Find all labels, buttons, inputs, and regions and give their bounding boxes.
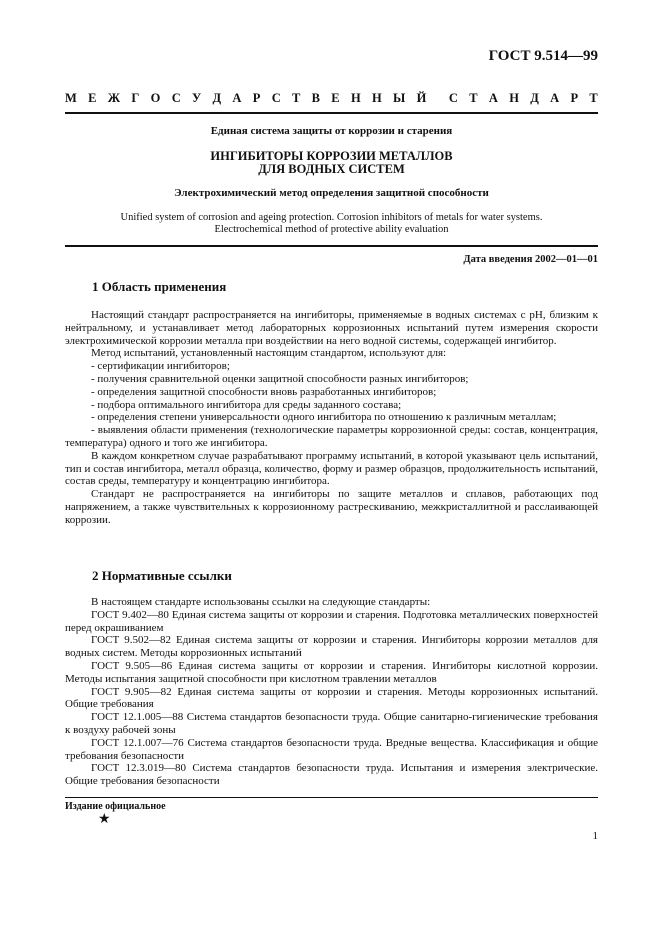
banner-letter: А [550, 91, 560, 105]
banner-letter: Д [530, 91, 539, 105]
banner-letter: Н [350, 91, 361, 105]
gost-code: ГОСТ 9.514—99 [488, 48, 598, 64]
banner-letter: Й [416, 91, 427, 105]
banner-letter: Т [469, 91, 478, 105]
banner-letter: Г [131, 91, 140, 105]
banner-letter: Е [88, 91, 97, 105]
section-2-heading: 2 Нормативные ссылки [92, 568, 232, 583]
banner-letter: Е [331, 91, 340, 105]
banner-letter: Н [371, 91, 382, 105]
header-rule-top [65, 112, 598, 114]
section-1-body [65, 309, 598, 527]
banner-letter: А [232, 91, 242, 105]
banner-letter: С [448, 91, 458, 105]
banner-letter: У [192, 91, 202, 105]
system-title: Единая система защиты от коррозии и старения [210, 125, 453, 137]
banner-letter: Д [212, 91, 222, 105]
english-title [65, 212, 598, 236]
list-item: - получения сравнительной оценки защитной способности разных ингибиторов; [91, 372, 469, 385]
title-line: ИНГИБИТОРЫ КОРРОЗИИ МЕТАЛЛОВ [210, 149, 453, 163]
list-item: - определения степени универсальности одного ингибитора по отношению к различным металлам; [91, 411, 557, 424]
reference-item: ГОСТ 12.1.005—88 Система стандартов безопасности труда. Общие санитарно-гигиенические требования к воздуху рабочей зоны [65, 711, 598, 736]
page-number: 1 [592, 830, 598, 842]
banner-letter: В [311, 91, 320, 105]
interstate-standard-banner [65, 91, 598, 106]
paragraph: Стандарт не распространяется на ингибиторы по защите металлов и сплавов, работающих под напряжением, а также чувствительных к коррозионному растрескиванию, межкристаллитной и расслаивающей коррозии. [65, 488, 598, 526]
english-title-line: Electrochemical method of protective ability evaluation [214, 224, 449, 235]
banner-letter: Н [509, 91, 519, 105]
banner-letter: А [488, 91, 498, 105]
paragraph: В каждом конкретном случае разрабатывают программу испытаний, в которой указывают цель испытаний, тип и состав ингибитора, металл образца, количество, форму и размер образцов, продолжительность испытаний, состав среды, температуру и концентрацию ингибитора. [65, 449, 598, 488]
reference-item: ГОСТ 9.905—82 Единая система защиты от коррозии и старения. Методы коррозионных испытаний. Общие требования [65, 685, 598, 711]
title-line: ДЛЯ ВОДНЫХ СИСТЕМ [258, 162, 405, 176]
title-rule-bottom [65, 245, 598, 247]
section-1-heading: 1 Область применения [92, 279, 227, 294]
list-item: - выявления области применения (технологические параметры коррозионной среды: состав, концентрация, температура) одного и того же ингибитора. [65, 424, 598, 449]
banner-letter: Т [292, 91, 301, 105]
reference-item: ГОСТ 9.505—86 Единая система защиты от коррозии и старения. Ингибиторы кислотной коррозии. Методы испытания защитной способности при кислотном травлении металлов [65, 659, 598, 685]
paragraph: Метод испытаний, установленный настоящим стандартом, используют для: [91, 347, 447, 360]
banner-letter: О [150, 91, 161, 105]
banner-letter: Р [570, 91, 579, 105]
reference-item: ГОСТ 9.402—80 Единая система защиты от коррозии и старения. Подготовка металлических поверхностей перед окрашиванием [65, 608, 598, 634]
english-title-line: Unified system of corrosion and ageing protection. Corrosion inhibitors of metals for water systems. [120, 212, 543, 223]
edition-label: Издание официальное [65, 801, 166, 812]
reference-item: ГОСТ 12.1.007—76 Система стандартов безопасности труда. Вредные вещества. Классификация и общие требования безопасности [65, 736, 598, 762]
star-icon: ★ [98, 812, 111, 827]
method-title: Электрохимический метод определения защитной способности [174, 187, 489, 199]
banner-letter: Р [252, 91, 261, 105]
section-2-body [65, 596, 598, 788]
paragraph: В настоящем стандарте использованы ссылки на следующие стандарты: [91, 596, 431, 608]
list-item: - сертификации ингибиторов; [91, 360, 230, 373]
banner-letter: Т [589, 91, 598, 105]
document-title [65, 150, 598, 176]
banner-letter: Ж [107, 91, 121, 105]
banner-letter: С [171, 91, 181, 105]
banner-letter: М [65, 91, 77, 105]
paragraph: Настоящий стандарт распространяется на ингибиторы, применяемые в водных системах с pH, близким к нейтральному, и устанавливает метод лабораторных коррозионных испытаний путем измерения скорости электрохимической коррозии металла при воздействии на него водной системы, содержащей ингибитор. [65, 309, 598, 347]
footer-rule [65, 797, 598, 798]
reference-item: ГОСТ 12.3.019—80 Система стандартов безопасности труда. Испытания и измерения электрические. Общие требования безопасности [65, 762, 598, 788]
banner-letter: Ы [393, 91, 406, 105]
list-item: - подбора оптимального ингибитора для среды заданного состава; [91, 398, 402, 411]
reference-item: ГОСТ 9.502—82 Единая система защиты от коррозии и старения. Ингибиторы коррозии металлов для водных систем. Методы коррозионных испытаний [65, 634, 598, 660]
introduction-date: Дата введения 2002—01—01 [463, 254, 598, 265]
banner-letter: С [271, 91, 281, 105]
list-item: - определения защитной способности вновь разработанных ингибиторов; [91, 385, 437, 398]
